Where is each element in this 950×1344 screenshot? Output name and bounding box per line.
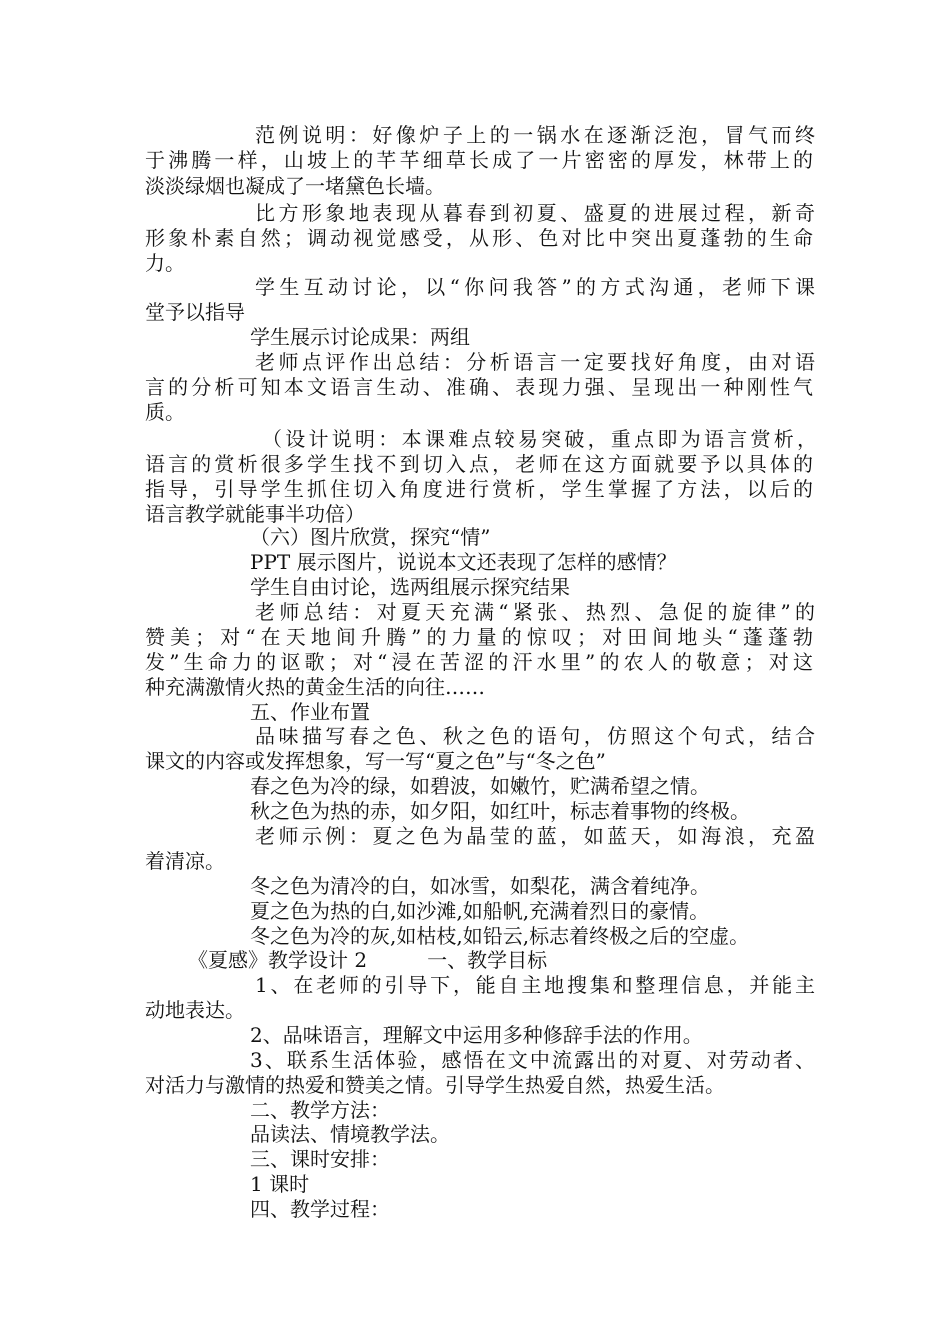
text-line: 动地表达。 — [145, 998, 245, 1022]
text-line: 老师示例：夏之色为晶莹的蓝，如蓝天，如海浪，充盈 — [255, 824, 815, 848]
section-heading: 三、课时安排： — [250, 1147, 390, 1171]
text-line: 淡淡绿烟也凝成了一堵黛色长墙。 — [145, 174, 445, 198]
text-line: 秋之色为热的赤，如夕阳，如红叶，标志着事物的终极。 — [250, 799, 750, 823]
text-line: 发”生命力的讴歌；对“浸在苦涩的汗水里”的农人的敬意；对这 — [145, 650, 813, 674]
text-line: 对活力与激情的热爱和赞美之情。引导学生热爱自然，热爱生活。 — [145, 1073, 725, 1097]
text-line: 3、联系生活体验，感悟在文中流露出的对夏、对劳动者、 — [250, 1048, 815, 1072]
text-line: 课文的内容或发挥想象，写一写“夏之色”与“冬之色” — [145, 749, 606, 773]
text-line: 赞美；对“在天地间升腾”的力量的惊叹；对田间地头“蓬蓬勃 — [145, 625, 813, 649]
text-line: 学生展示讨论成果：两组 — [250, 325, 470, 349]
text-line: 堂予以指导 — [145, 300, 245, 324]
text-line: 着清凉。 — [145, 849, 225, 873]
text-line: 质。 — [145, 400, 185, 424]
text-line: 老师点评作出总结：分析语言一定要找好角度，由对语 — [255, 350, 815, 374]
text-line: 品读法、情境教学法。 — [250, 1122, 450, 1146]
section-heading: 五、作业布置 — [250, 700, 370, 724]
text-line: （设计说明：本课难点较易突破，重点即为语言赏析， — [262, 427, 817, 451]
section-heading: 二、教学方法： — [250, 1098, 390, 1122]
text-line: 比方形象地表现从暮春到初夏、盛夏的进展过程，新奇 — [255, 201, 815, 225]
text-line: 于沸腾一样，山坡上的芊芊细草长成了一片密密的厚发，林带上的 — [145, 148, 813, 172]
text-line: 力。 — [145, 251, 185, 275]
text-line: 春之色为冷的绿，如碧波，如嫩竹，贮满希望之情。 — [250, 774, 710, 798]
text-line: 范例说明：好像炉子上的一锅水在逐渐泛泡，冒气而终 — [255, 123, 815, 147]
text-line: 指导，引导学生抓住切入角度进行赏析，学生掌握了方法，以后的 — [145, 477, 813, 501]
text-line: 1 课时 — [250, 1172, 310, 1196]
section-heading: 《夏感》教学设计 2 一、教学目标 — [188, 948, 548, 972]
text-line: 语言教学就能事半功倍） — [145, 502, 365, 526]
text-line: 夏之色为热的白,如沙滩,如船帆,充满着烈日的豪情。 — [250, 899, 710, 923]
text-line: 形象朴素自然；调动视觉感受，从形、色对比中突出夏蓬勃的生命 — [145, 226, 813, 250]
text-line: 冬之色为冷的灰,如枯枝,如铅云,标志着终极之后的空虚。 — [250, 924, 750, 948]
text-line: 冬之色为清冷的白，如冰雪，如梨花，满含着纯净。 — [250, 874, 710, 898]
text-line: 品味描写春之色、秋之色的语句，仿照这个句式，结合 — [255, 724, 815, 748]
text-line: 老师总结：对夏天充满“紧张、热烈、急促的旋律”的 — [255, 600, 815, 624]
text-line: 学生互动讨论，以“你问我答”的方式沟通，老师下课 — [255, 275, 815, 299]
section-heading: 四、教学过程： — [250, 1197, 390, 1221]
section-heading: （六）图片欣赏，探究“情” — [250, 525, 491, 549]
text-line: PPT 展示图片，说说本文还表现了怎样的感情？ — [250, 550, 677, 574]
text-line: 2、品味语言，理解文中运用多种修辞手法的作用。 — [250, 1023, 703, 1047]
text-line: 语言的赏析很多学生找不到切入点，老师在这方面就要予以具体的 — [145, 452, 813, 476]
text-line: 言的分析可知本文语言生动、准确、表现力强、呈现出一种刚性气 — [145, 375, 813, 399]
text-line: 学生自由讨论，选两组展示探究结果 — [250, 575, 570, 599]
text-line: 种充满激情火热的黄金生活的向往…… — [145, 675, 485, 699]
text-line: 1、在老师的引导下，能自主地搜集和整理信息，并能主 — [255, 973, 815, 997]
